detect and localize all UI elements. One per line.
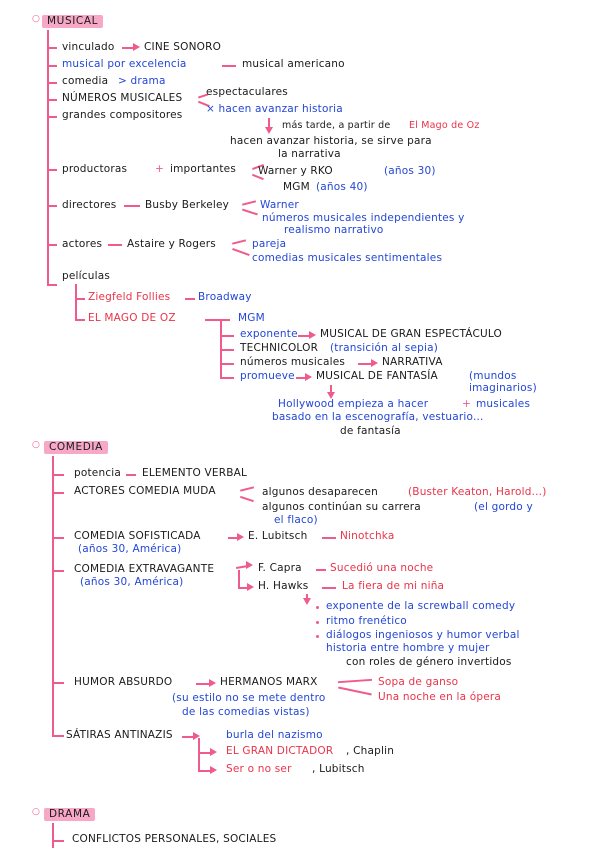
branch xyxy=(47,244,57,246)
section-header-drama: DRAMA xyxy=(44,808,95,821)
connector xyxy=(205,319,230,321)
buster-text: (Buster Keaton, Harold...) xyxy=(408,486,547,498)
branch xyxy=(47,82,57,84)
connector xyxy=(198,738,200,771)
connector xyxy=(108,244,122,246)
cine-sonoro-text: CINE SONORO xyxy=(144,41,222,53)
numeros-musicales-text: NÚMEROS MUSICALES xyxy=(62,92,183,104)
branch xyxy=(75,298,85,300)
branch xyxy=(47,116,57,118)
mgm-2-text: MGM xyxy=(238,312,265,324)
branch xyxy=(52,840,64,842)
list-dot xyxy=(316,635,319,638)
hawks-text: H. Hawks xyxy=(258,580,309,592)
peliculas-text: películas xyxy=(62,270,111,282)
arrow-down-icon xyxy=(303,598,311,605)
branch xyxy=(75,319,85,321)
tree-trunk xyxy=(52,823,54,848)
sucedio-text: Sucedió una noche xyxy=(330,562,434,574)
productoras-text: productoras xyxy=(62,163,128,175)
ritmo-text: ritmo frenético xyxy=(326,615,407,627)
grandes-compositores-text: grandes compositores xyxy=(62,109,183,121)
estilo-1-text: (su estilo no se mete dentro xyxy=(172,692,326,704)
arrow-right-icon xyxy=(209,679,216,687)
connector xyxy=(222,65,236,67)
section-bullet: ○ xyxy=(32,807,40,817)
anos-30-text: (años 30) xyxy=(384,165,436,177)
conflictos-text: CONFLICTOS PERSONALES, SOCIALES xyxy=(72,833,277,845)
branch xyxy=(47,65,57,67)
potencia-text: potencia xyxy=(74,467,122,479)
burla-text: burla del nazismo xyxy=(226,729,323,741)
extravagante-text: COMEDIA EXTRAVAGANTE xyxy=(74,563,215,575)
branch xyxy=(52,735,64,737)
connector xyxy=(126,474,136,476)
branch xyxy=(220,335,234,337)
lubitsch-text: E. Lubitsch xyxy=(248,530,308,542)
branch xyxy=(52,570,64,572)
arrow-right-icon xyxy=(246,561,253,569)
hermanos-marx-text: HERMANOS MARX xyxy=(220,676,318,688)
importantes-text: importantes xyxy=(170,163,237,175)
musical-americano-text: musical americano xyxy=(242,58,345,70)
section-header-comedia: COMEDIA xyxy=(44,441,108,454)
hollywood-1b-text: musicales xyxy=(476,398,531,410)
actores-text: actores xyxy=(62,238,103,250)
comedias-musicales-text: comedias musicales sentimentales xyxy=(252,252,443,264)
connector xyxy=(338,679,372,683)
historia-hombre-text: historia entre hombre y mujer xyxy=(326,642,490,654)
hollywood-3-text: de fantasía xyxy=(340,425,401,437)
narrativa-text: NARRATIVA xyxy=(382,356,443,368)
hacen-avanzar-text: × hacen avanzar historia xyxy=(206,103,343,115)
elemento-verbal-text: ELEMENTO VERBAL xyxy=(142,467,248,479)
section-bullet: ○ xyxy=(32,440,40,450)
sub-trunk xyxy=(75,284,77,320)
ninotchka-text: Ninotchka xyxy=(340,530,395,542)
connector xyxy=(322,537,336,539)
exponente-screw-text: exponente de la screwball comedy xyxy=(326,600,516,612)
exponente-text: exponente xyxy=(240,328,298,340)
branch xyxy=(47,99,57,101)
directores-text: directores xyxy=(62,199,117,211)
hollywood-2-text: basado en la escenografía, vestuario... xyxy=(272,411,484,423)
humor-absurdo-text: HUMOR ABSURDO xyxy=(74,676,173,688)
connector xyxy=(322,587,336,589)
roles-text: con roles de género invertidos xyxy=(346,656,512,668)
anos-30-b-text: (años 30, América) xyxy=(80,576,184,588)
gordo-2-text: el flaco) xyxy=(274,514,318,526)
connector xyxy=(338,686,372,695)
comedia-text: comedia xyxy=(62,75,109,87)
arrow-right-icon xyxy=(305,373,312,381)
mago-oz-ref-text: El Mago de Oz xyxy=(409,120,480,131)
arrow-down-icon xyxy=(265,127,273,134)
branch xyxy=(52,474,64,476)
musical-excelencia-text: musical por excelencia xyxy=(62,58,187,70)
branch xyxy=(47,284,57,286)
mas-tarde-text: más tarde, a partir de xyxy=(282,120,391,131)
dir-numeros-2-text: realismo narrativo xyxy=(284,224,384,236)
gordo-1-text: (el gordo y xyxy=(474,501,533,513)
connector xyxy=(238,570,240,587)
lubitsch-2-text: , Lubitsch xyxy=(312,763,365,775)
arrow-right-icon xyxy=(247,583,254,591)
list-dot xyxy=(316,606,319,609)
section-bullet: ○ xyxy=(32,14,40,24)
connector xyxy=(232,248,249,256)
connector xyxy=(232,239,246,244)
arrow-right-icon xyxy=(371,359,378,367)
numeros-2-text: números musicales xyxy=(240,356,346,368)
arrow-right-icon xyxy=(309,331,316,339)
actores-muda-text: ACTORES COMEDIA MUDA xyxy=(74,485,216,497)
branch xyxy=(52,537,64,539)
mgm-text: MGM xyxy=(283,181,310,193)
arrow-right-icon xyxy=(133,43,140,51)
fiera-text: La fiera de mi niña xyxy=(342,580,445,592)
ser-no-ser-text: Ser o no ser xyxy=(226,763,292,775)
mundos-1-text: (mundos xyxy=(469,370,517,382)
anos-40-text: (años 40) xyxy=(316,181,368,193)
tree-trunk xyxy=(47,30,49,285)
astaire-text: Astaire y Rogers xyxy=(127,238,216,250)
connector xyxy=(185,298,195,300)
plus-text: + xyxy=(155,163,164,175)
espectaculares-text: espectaculares xyxy=(206,86,288,98)
satiras-text: SÁTIRAS ANTINAZIS xyxy=(66,729,173,741)
connector xyxy=(240,496,254,502)
broadway-text: Broadway xyxy=(198,291,252,303)
chaplin-text: , Chaplin xyxy=(346,745,395,757)
sopa-text: Sopa de ganso xyxy=(378,676,459,688)
plus-text: + xyxy=(462,398,471,410)
branch xyxy=(220,363,234,365)
connector xyxy=(316,569,326,571)
pareja-text: pareja xyxy=(252,238,287,250)
fantasia-text: MUSICAL DE FANTASÍA xyxy=(316,370,438,382)
branch xyxy=(47,169,57,171)
anos-30-a-text: (años 30, América) xyxy=(78,543,182,555)
connector xyxy=(196,683,210,685)
gran-dictador-text: EL GRAN DICTADOR xyxy=(226,745,334,757)
musical-gran-text: MUSICAL DE GRAN ESPECTÁCULO xyxy=(320,328,502,340)
section-header-musical: MUSICAL xyxy=(42,15,103,28)
dir-numeros-1-text: números musicales independientes y xyxy=(262,212,465,224)
arrow-right-icon xyxy=(210,766,217,774)
branch xyxy=(47,47,57,49)
dialogos-text: diálogos ingeniosos y humor verbal xyxy=(326,629,520,641)
connector xyxy=(240,486,254,491)
branch xyxy=(52,492,64,494)
branch xyxy=(220,349,234,351)
sofisticada-text: COMEDIA SOFISTICADA xyxy=(74,530,201,542)
technicolor-text: TECHNICOLOR xyxy=(240,342,319,354)
hacen-avanzar-2-text: hacen avanzar historia, se sirve para xyxy=(230,135,432,147)
vinculado-text: vinculado xyxy=(62,41,115,53)
algunos-desaparecen-text: algunos desaparecen xyxy=(262,486,378,498)
estilo-2-text: de las comedias vistas) xyxy=(182,706,310,718)
hollywood-1a-text: Hollywood empieza a hacer xyxy=(278,398,429,410)
promueve-text: promueve xyxy=(240,370,295,382)
mundos-2-text: imaginarios) xyxy=(469,382,537,394)
drama-text: > drama xyxy=(118,75,166,87)
connector xyxy=(124,205,140,207)
algunos-continuan-text: algunos continúan su carrera xyxy=(262,501,421,513)
transicion-text: (transición al sepia) xyxy=(330,342,439,354)
connector xyxy=(358,363,372,365)
tree-trunk xyxy=(52,456,54,735)
warner-text: Warner xyxy=(260,199,299,211)
ziegfeld-text: Ziegfeld Follies xyxy=(88,291,171,303)
branch xyxy=(220,377,234,379)
arrow-right-icon xyxy=(210,748,217,756)
connector xyxy=(242,200,256,205)
branch xyxy=(52,682,64,684)
capra-text: F. Capra xyxy=(258,562,302,574)
arrow-right-icon xyxy=(237,533,244,541)
branch xyxy=(47,205,57,207)
busby-text: Busby Berkeley xyxy=(145,199,230,211)
warner-rko-text: Warner y RKO xyxy=(258,165,333,177)
narrativa-line-text: la narrativa xyxy=(278,148,341,160)
connector xyxy=(242,209,258,215)
mago-oz-text: EL MAGO DE OZ xyxy=(88,312,176,324)
noche-opera-text: Una noche en la ópera xyxy=(378,691,502,703)
list-dot xyxy=(316,621,319,624)
